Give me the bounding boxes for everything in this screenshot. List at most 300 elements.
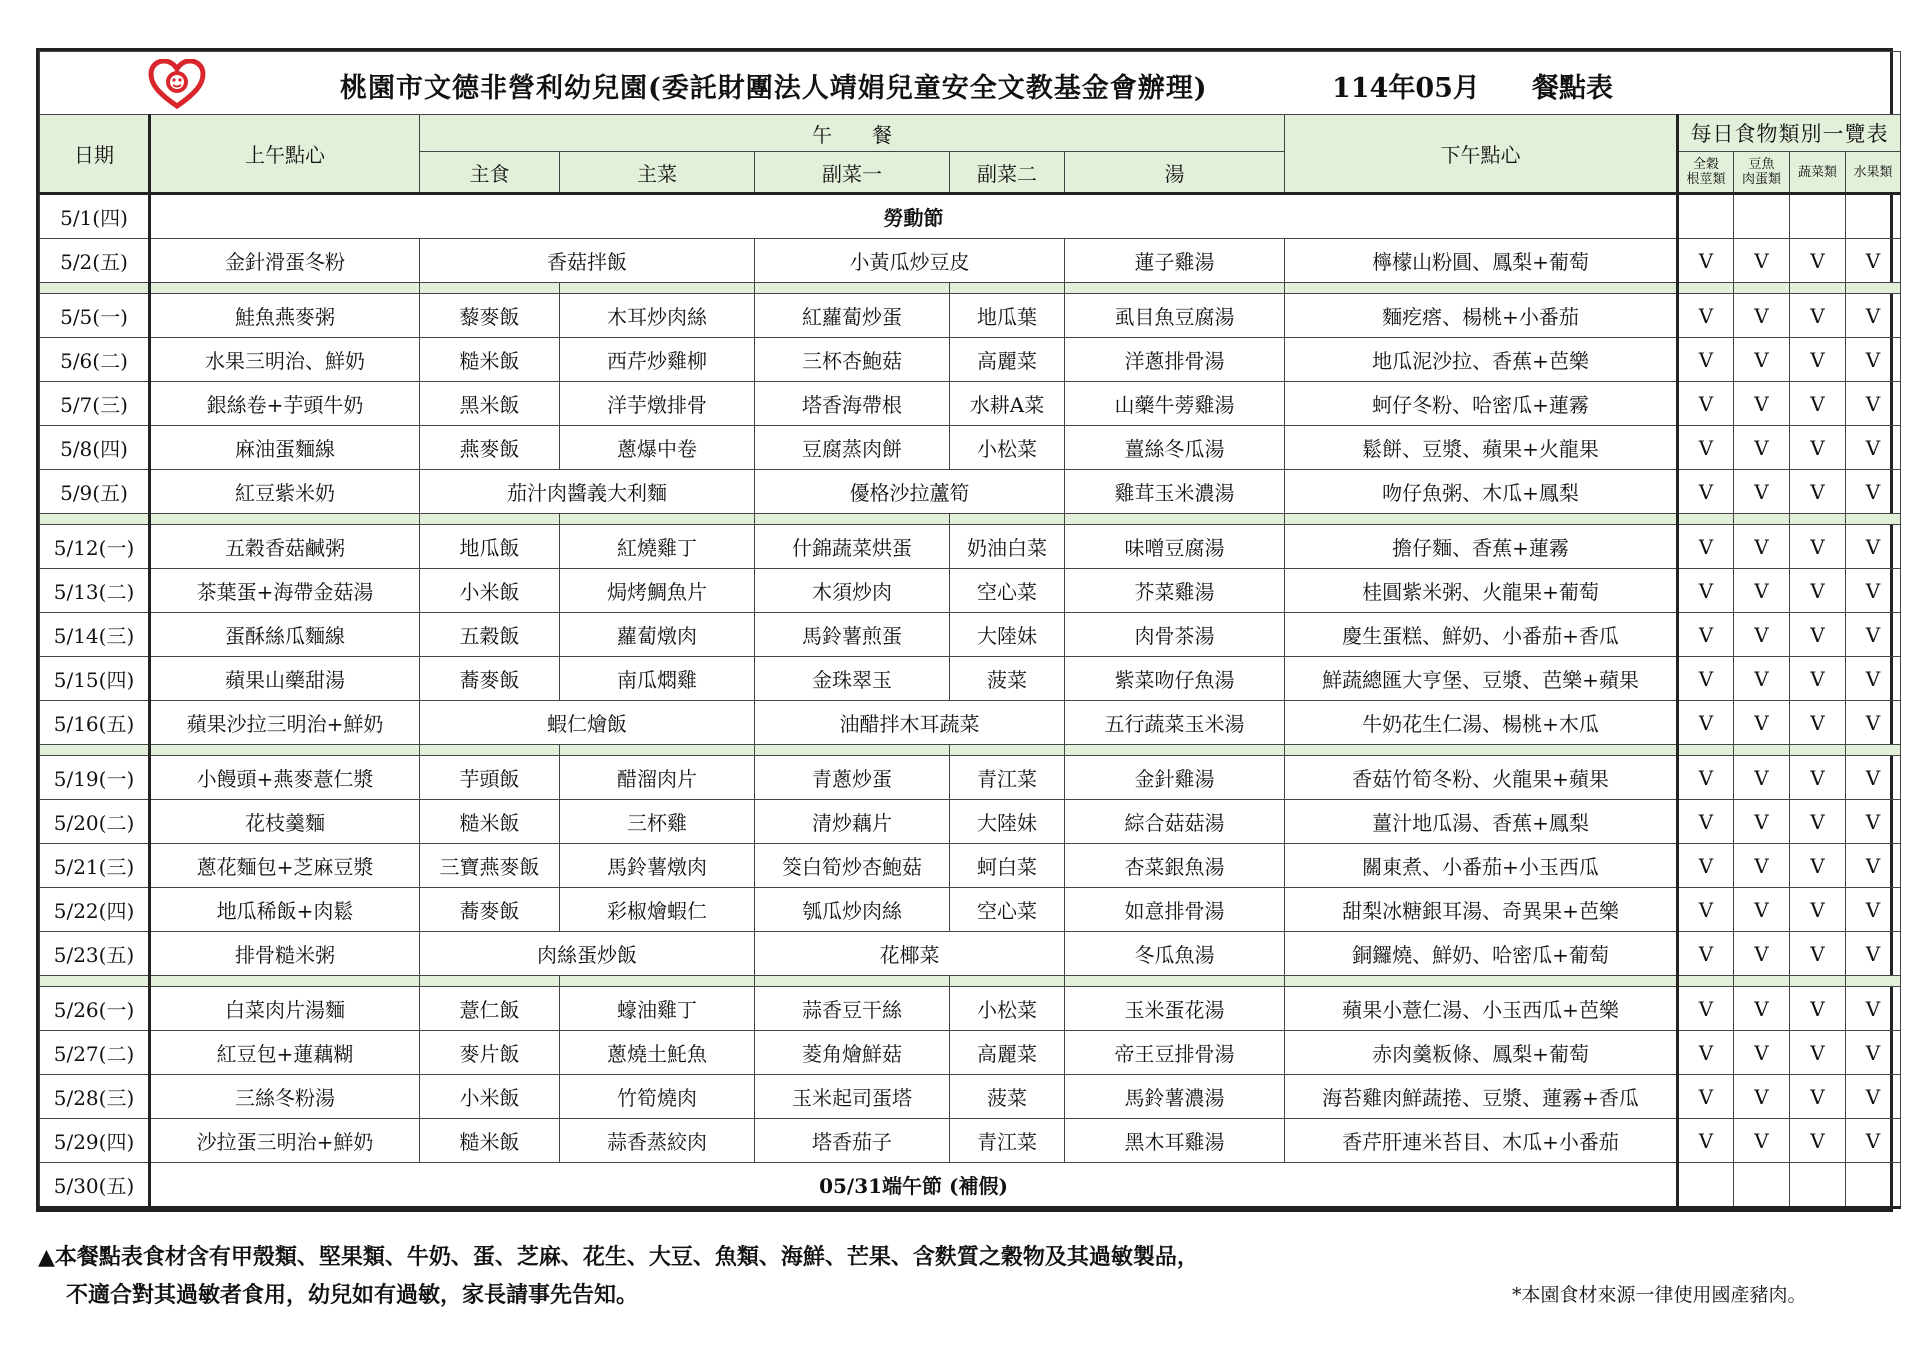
- lunch-main-cell: 蝦仁燴飯: [420, 701, 755, 745]
- side1-cell: 金珠翠玉: [755, 657, 950, 701]
- am-snack-cell: 地瓜稀飯+肉鬆: [150, 888, 420, 932]
- table-row: [40, 800, 1901, 844]
- staple-cell: 芋頭飯: [420, 756, 560, 800]
- am-snack-cell: 鮭魚燕麥粥: [150, 294, 420, 338]
- side1-cell: 馬鈴薯煎蛋: [755, 613, 950, 657]
- check-cell: V: [1734, 1119, 1790, 1163]
- separator-cell: [420, 514, 560, 525]
- separator-cell: [560, 514, 755, 525]
- date-cell: 5/29(四): [40, 1119, 150, 1163]
- am-snack-cell: 水果三明治、鮮奶: [150, 338, 420, 382]
- week-separator: [40, 745, 1901, 756]
- check-cell: V: [1846, 888, 1901, 932]
- separator-cell: [150, 976, 420, 987]
- side1-cell: 菱角燴鮮菇: [755, 1031, 950, 1075]
- separator-cell: [1790, 745, 1846, 756]
- separator-cell: [755, 283, 950, 294]
- side1-cell: 塔香茄子: [755, 1119, 950, 1163]
- pork-origin-note: *本園食材來源一律使用國產豬肉。: [1512, 1284, 1807, 1306]
- am-snack-cell: 蘋果沙拉三明治+鮮奶: [150, 701, 420, 745]
- col-am-snack: 上午點心: [150, 115, 420, 194]
- main-dish-cell: 紅燒雞丁: [560, 525, 755, 569]
- am-snack-cell: 排骨糙米粥: [150, 932, 420, 976]
- table-row: [40, 657, 1901, 701]
- check-cell: V: [1678, 239, 1734, 283]
- side2-cell: 奶油白菜: [950, 525, 1065, 569]
- check-cell: V: [1734, 932, 1790, 976]
- am-snack-cell: 紅豆紫米奶: [150, 470, 420, 514]
- separator-cell: [1734, 745, 1790, 756]
- col-daily-food: 每日食物類別一覽表: [1678, 115, 1901, 152]
- check-cell: V: [1790, 569, 1846, 613]
- side1-cell: 瓠瓜炒肉絲: [755, 888, 950, 932]
- main-dish-cell: 洋芋燉排骨: [560, 382, 755, 426]
- separator-cell: [1065, 745, 1285, 756]
- page-title: 桃園市文德非營利幼兒園(委託財團法人靖娟兒童安全文教基金會辦理): [340, 73, 1208, 104]
- soup-cell: 如意排骨湯: [1065, 888, 1285, 932]
- date-cell: 5/9(五): [40, 470, 150, 514]
- check-cell: V: [1790, 294, 1846, 338]
- check-cell: V: [1678, 525, 1734, 569]
- col-protein: 豆魚 肉蛋類: [1734, 152, 1790, 194]
- table-row: [40, 1163, 1901, 1208]
- check-cell: V: [1790, 338, 1846, 382]
- lunch-side-cell: 優格沙拉蘆筍: [755, 470, 1065, 514]
- soup-cell: 金針雞湯: [1065, 756, 1285, 800]
- side1-cell: 蒜香豆干絲: [755, 987, 950, 1031]
- soup-cell: 芥菜雞湯: [1065, 569, 1285, 613]
- soup-cell: 帝王豆排骨湯: [1065, 1031, 1285, 1075]
- main-dish-cell: 蔥爆中卷: [560, 426, 755, 470]
- side2-cell: 蚵白菜: [950, 844, 1065, 888]
- staple-cell: 糙米飯: [420, 338, 560, 382]
- check-cell: V: [1678, 844, 1734, 888]
- date-cell: 5/14(三): [40, 613, 150, 657]
- separator-cell: [150, 745, 420, 756]
- col-pm-snack: 下午點心: [1285, 115, 1678, 194]
- table-row: [40, 239, 1901, 283]
- check-cell: V: [1790, 1075, 1846, 1119]
- separator-cell: [420, 283, 560, 294]
- side2-cell: 菠菜: [950, 657, 1065, 701]
- staple-cell: 小米飯: [420, 569, 560, 613]
- check-cell: V: [1678, 657, 1734, 701]
- staple-cell: 蕎麥飯: [420, 657, 560, 701]
- separator-cell: [950, 976, 1065, 987]
- am-snack-cell: 金針滑蛋冬粉: [150, 239, 420, 283]
- table-row: [40, 613, 1901, 657]
- check-cell: V: [1678, 426, 1734, 470]
- soup-cell: 綜合菇菇湯: [1065, 800, 1285, 844]
- pm-snack-cell: 地瓜泥沙拉、香蕉+芭樂: [1285, 338, 1678, 382]
- side1-cell: 紅蘿蔔炒蛋: [755, 294, 950, 338]
- check-cell: [1846, 1163, 1901, 1208]
- side2-cell: 青江菜: [950, 1119, 1065, 1163]
- date-cell: 5/13(二): [40, 569, 150, 613]
- staple-cell: 糙米飯: [420, 1119, 560, 1163]
- am-snack-cell: 三絲冬粉湯: [150, 1075, 420, 1119]
- side2-cell: 青江菜: [950, 756, 1065, 800]
- check-cell: V: [1790, 888, 1846, 932]
- side1-cell: 木須炒肉: [755, 569, 950, 613]
- staple-cell: 三寶燕麥飯: [420, 844, 560, 888]
- separator-cell: [1846, 283, 1901, 294]
- check-cell: V: [1734, 239, 1790, 283]
- date-cell: 5/30(五): [40, 1163, 150, 1208]
- table-row: [40, 844, 1901, 888]
- am-snack-cell: 蘋果山藥甜湯: [150, 657, 420, 701]
- check-cell: [1734, 194, 1790, 239]
- separator-cell: [560, 283, 755, 294]
- pm-snack-cell: 甜梨冰糖銀耳湯、奇異果+芭樂: [1285, 888, 1678, 932]
- col-side1: 副菜一: [755, 152, 950, 194]
- check-cell: V: [1790, 239, 1846, 283]
- col-veg: 蔬菜類: [1790, 152, 1846, 194]
- check-cell: V: [1846, 1031, 1901, 1075]
- staple-cell: 藜麥飯: [420, 294, 560, 338]
- side2-cell: 小松菜: [950, 426, 1065, 470]
- allergen-notice: ▲本餐點表食材含有甲殼類、堅果類、牛奶、蛋、芝麻、花生、大豆、魚類、海鮮、芒果、含麩質之穀物及其過敏製品，: [38, 1244, 1199, 1270]
- date-cell: 5/8(四): [40, 426, 150, 470]
- separator-cell: [1678, 745, 1734, 756]
- soup-cell: 黑木耳雞湯: [1065, 1119, 1285, 1163]
- am-snack-cell: 麻油蛋麵線: [150, 426, 420, 470]
- check-cell: V: [1790, 1031, 1846, 1075]
- am-snack-cell: 小饅頭+燕麥薏仁漿: [150, 756, 420, 800]
- side2-cell: 菠菜: [950, 1075, 1065, 1119]
- check-cell: V: [1790, 756, 1846, 800]
- staple-cell: 糙米飯: [420, 800, 560, 844]
- check-cell: V: [1678, 756, 1734, 800]
- date-cell: 5/7(三): [40, 382, 150, 426]
- check-cell: V: [1734, 1075, 1790, 1119]
- col-side2: 副菜二: [950, 152, 1065, 194]
- date-cell: 5/23(五): [40, 932, 150, 976]
- separator-cell: [950, 745, 1065, 756]
- menu-body: [40, 194, 1901, 1208]
- check-cell: V: [1790, 657, 1846, 701]
- table-row: [40, 525, 1901, 569]
- staple-cell: 蕎麥飯: [420, 888, 560, 932]
- separator-cell: [40, 283, 150, 294]
- lunch-main-cell: 香菇拌飯: [420, 239, 755, 283]
- separator-cell: [1285, 976, 1678, 987]
- pm-snack-cell: 蚵仔冬粉、哈密瓜+蓮霧: [1285, 382, 1678, 426]
- check-cell: V: [1846, 844, 1901, 888]
- separator-cell: [420, 745, 560, 756]
- pm-snack-cell: 鬆餅、豆漿、蘋果+火龍果: [1285, 426, 1678, 470]
- check-cell: [1678, 1163, 1734, 1208]
- table-row: [40, 426, 1901, 470]
- check-cell: V: [1846, 426, 1901, 470]
- check-cell: V: [1734, 525, 1790, 569]
- main-dish-cell: 焗烤鯛魚片: [560, 569, 755, 613]
- holiday-cell: 05/31端午節 (補假): [150, 1163, 1678, 1208]
- pm-snack-cell: 麵疙瘩、楊桃+小番茄: [1285, 294, 1678, 338]
- check-cell: V: [1678, 701, 1734, 745]
- soup-cell: 肉骨茶湯: [1065, 613, 1285, 657]
- side2-cell: 地瓜葉: [950, 294, 1065, 338]
- separator-cell: [755, 514, 950, 525]
- date-cell: 5/20(二): [40, 800, 150, 844]
- check-cell: [1790, 1163, 1846, 1208]
- pm-snack-cell: 關東煮、小番茄+小玉西瓜: [1285, 844, 1678, 888]
- check-cell: V: [1846, 1119, 1901, 1163]
- table-row: [40, 569, 1901, 613]
- check-cell: [1734, 1163, 1790, 1208]
- separator-cell: [420, 976, 560, 987]
- lunch-side-cell: 花椰菜: [755, 932, 1065, 976]
- soup-cell: 杏菜銀魚湯: [1065, 844, 1285, 888]
- soup-cell: 玉米蛋花湯: [1065, 987, 1285, 1031]
- soup-cell: 山藥牛蒡雞湯: [1065, 382, 1285, 426]
- side1-cell: 玉米起司蛋塔: [755, 1075, 950, 1119]
- side1-cell: 豆腐蒸肉餅: [755, 426, 950, 470]
- check-cell: V: [1734, 1031, 1790, 1075]
- date-cell: 5/5(一): [40, 294, 150, 338]
- side1-cell: 筊白筍炒杏鮑菇: [755, 844, 950, 888]
- check-cell: V: [1734, 701, 1790, 745]
- check-cell: V: [1678, 1119, 1734, 1163]
- check-cell: V: [1678, 1075, 1734, 1119]
- check-cell: V: [1846, 525, 1901, 569]
- table-row: [40, 987, 1901, 1031]
- am-snack-cell: 銀絲卷+芋頭牛奶: [150, 382, 420, 426]
- am-snack-cell: 蛋酥絲瓜麵線: [150, 613, 420, 657]
- table-row: [40, 194, 1901, 239]
- pm-snack-cell: 銅鑼燒、鮮奶、哈密瓜+葡萄: [1285, 932, 1678, 976]
- check-cell: V: [1678, 1031, 1734, 1075]
- table-row: [40, 932, 1901, 976]
- check-cell: V: [1734, 382, 1790, 426]
- check-cell: V: [1790, 987, 1846, 1031]
- lunch-side-cell: 小黃瓜炒豆皮: [755, 239, 1065, 283]
- check-cell: V: [1734, 426, 1790, 470]
- check-cell: V: [1846, 987, 1901, 1031]
- separator-cell: [40, 514, 150, 525]
- side2-cell: 高麗菜: [950, 1031, 1065, 1075]
- date-cell: 5/15(四): [40, 657, 150, 701]
- side2-cell: 高麗菜: [950, 338, 1065, 382]
- am-snack-cell: 茶葉蛋+海帶金菇湯: [150, 569, 420, 613]
- table-row: [40, 382, 1901, 426]
- col-date: 日期: [40, 115, 150, 194]
- soup-cell: 虱目魚豆腐湯: [1065, 294, 1285, 338]
- pm-snack-cell: 赤肉羹粄條、鳳梨+葡萄: [1285, 1031, 1678, 1075]
- date-cell: 5/2(五): [40, 239, 150, 283]
- heart-logo-icon: [148, 59, 206, 109]
- check-cell: [1790, 194, 1846, 239]
- table-row: [40, 701, 1901, 745]
- main-dish-cell: 蘿蔔燉肉: [560, 613, 755, 657]
- check-cell: V: [1846, 701, 1901, 745]
- check-cell: V: [1790, 613, 1846, 657]
- check-cell: V: [1846, 800, 1901, 844]
- check-cell: V: [1734, 844, 1790, 888]
- allergen-notice-2: 不適合對其過敏者食用，幼兒如有過敏，家長請事先告知。: [66, 1282, 639, 1308]
- check-cell: V: [1846, 569, 1901, 613]
- soup-cell: 雞茸玉米濃湯: [1065, 470, 1285, 514]
- col-main-dish: 主菜: [560, 152, 755, 194]
- check-cell: V: [1846, 756, 1901, 800]
- side2-cell: 大陸妹: [950, 613, 1065, 657]
- check-cell: V: [1734, 338, 1790, 382]
- check-cell: V: [1734, 569, 1790, 613]
- date-cell: 5/19(一): [40, 756, 150, 800]
- separator-cell: [1065, 283, 1285, 294]
- check-cell: V: [1790, 525, 1846, 569]
- table-row: [40, 294, 1901, 338]
- check-cell: V: [1678, 932, 1734, 976]
- pm-snack-cell: 薑汁地瓜湯、香蕉+鳳梨: [1285, 800, 1678, 844]
- side1-cell: 三杯杏鮑菇: [755, 338, 950, 382]
- check-cell: V: [1678, 294, 1734, 338]
- soup-cell: 紫菜吻仔魚湯: [1065, 657, 1285, 701]
- check-cell: V: [1846, 657, 1901, 701]
- sheet-name: 餐點表: [1532, 73, 1613, 104]
- pm-snack-cell: 吻仔魚粥、木瓜+鳳梨: [1285, 470, 1678, 514]
- pm-snack-cell: 牛奶花生仁湯、楊桃+木瓜: [1285, 701, 1678, 745]
- col-grains: 全穀 根莖類: [1678, 152, 1734, 194]
- check-cell: V: [1734, 756, 1790, 800]
- check-cell: V: [1734, 800, 1790, 844]
- check-cell: V: [1790, 800, 1846, 844]
- check-cell: V: [1678, 613, 1734, 657]
- soup-cell: 五行蔬菜玉米湯: [1065, 701, 1285, 745]
- lunch-main-cell: 茄汁肉醬義大利麵: [420, 470, 755, 514]
- side1-cell: 塔香海帶根: [755, 382, 950, 426]
- staple-cell: 麥片飯: [420, 1031, 560, 1075]
- soup-cell: 馬鈴薯濃湯: [1065, 1075, 1285, 1119]
- separator-cell: [1065, 976, 1285, 987]
- separator-cell: [40, 976, 150, 987]
- pm-snack-cell: 香菇竹筍冬粉、火龍果+蘋果: [1285, 756, 1678, 800]
- table-row: [40, 470, 1901, 514]
- separator-cell: [560, 745, 755, 756]
- staple-cell: 小米飯: [420, 1075, 560, 1119]
- week-separator: [40, 976, 1901, 987]
- main-dish-cell: 彩椒燴蝦仁: [560, 888, 755, 932]
- menu-sheet: [36, 48, 1893, 1212]
- separator-cell: [1285, 514, 1678, 525]
- check-cell: V: [1734, 888, 1790, 932]
- date-cell: 5/27(二): [40, 1031, 150, 1075]
- check-cell: V: [1678, 338, 1734, 382]
- side2-cell: 水耕A菜: [950, 382, 1065, 426]
- separator-cell: [950, 283, 1065, 294]
- check-cell: V: [1790, 1119, 1846, 1163]
- pm-snack-cell: 香芹肝連米苔目、木瓜+小番茄: [1285, 1119, 1678, 1163]
- main-dish-cell: 竹筍燒肉: [560, 1075, 755, 1119]
- check-cell: V: [1678, 470, 1734, 514]
- table-row: [40, 338, 1901, 382]
- menu-table: [39, 51, 1901, 1209]
- separator-cell: [1790, 976, 1846, 987]
- check-cell: V: [1790, 844, 1846, 888]
- pm-snack-cell: 檸檬山粉圓、鳳梨+葡萄: [1285, 239, 1678, 283]
- staple-cell: 燕麥飯: [420, 426, 560, 470]
- table-row: [40, 756, 1901, 800]
- separator-cell: [1285, 745, 1678, 756]
- week-separator: [40, 514, 1901, 525]
- check-cell: V: [1846, 382, 1901, 426]
- side2-cell: 小松菜: [950, 987, 1065, 1031]
- pm-snack-cell: 擔仔麵、香蕉+蓮霧: [1285, 525, 1678, 569]
- staple-cell: 薏仁飯: [420, 987, 560, 1031]
- check-cell: V: [1734, 613, 1790, 657]
- check-cell: V: [1734, 294, 1790, 338]
- check-cell: V: [1790, 382, 1846, 426]
- soup-cell: 冬瓜魚湯: [1065, 932, 1285, 976]
- side2-cell: 空心菜: [950, 888, 1065, 932]
- date-cell: 5/22(四): [40, 888, 150, 932]
- date-cell: 5/6(二): [40, 338, 150, 382]
- separator-cell: [1285, 283, 1678, 294]
- separator-cell: [755, 745, 950, 756]
- soup-cell: 洋蔥排骨湯: [1065, 338, 1285, 382]
- side1-cell: 什錦蔬菜烘蛋: [755, 525, 950, 569]
- am-snack-cell: 沙拉蛋三明治+鮮奶: [150, 1119, 420, 1163]
- main-dish-cell: 蠔油雞丁: [560, 987, 755, 1031]
- check-cell: V: [1790, 426, 1846, 470]
- col-lunch: 午 餐: [420, 115, 1285, 152]
- separator-cell: [1790, 514, 1846, 525]
- pm-snack-cell: 海苔雞肉鮮蔬捲、豆漿、蓮霧+香瓜: [1285, 1075, 1678, 1119]
- year-month: 114年05月: [1332, 73, 1480, 104]
- separator-cell: [1678, 976, 1734, 987]
- main-dish-cell: 西芹炒雞柳: [560, 338, 755, 382]
- side1-cell: 青蔥炒蛋: [755, 756, 950, 800]
- side2-cell: 大陸妹: [950, 800, 1065, 844]
- date-cell: 5/26(一): [40, 987, 150, 1031]
- am-snack-cell: 五穀香菇鹹粥: [150, 525, 420, 569]
- separator-cell: [950, 514, 1065, 525]
- check-cell: V: [1790, 470, 1846, 514]
- check-cell: V: [1734, 657, 1790, 701]
- main-dish-cell: 馬鈴薯燉肉: [560, 844, 755, 888]
- separator-cell: [1846, 514, 1901, 525]
- staple-cell: 黑米飯: [420, 382, 560, 426]
- check-cell: V: [1846, 470, 1901, 514]
- main-dish-cell: 三杯雞: [560, 800, 755, 844]
- staple-cell: 五穀飯: [420, 613, 560, 657]
- table-row: [40, 888, 1901, 932]
- separator-cell: [1734, 514, 1790, 525]
- side2-cell: 空心菜: [950, 569, 1065, 613]
- check-cell: V: [1678, 987, 1734, 1031]
- separator-cell: [560, 976, 755, 987]
- check-cell: V: [1678, 888, 1734, 932]
- date-cell: 5/21(三): [40, 844, 150, 888]
- separator-cell: [40, 745, 150, 756]
- table-row: [40, 1075, 1901, 1119]
- am-snack-cell: 白菜肉片湯麵: [150, 987, 420, 1031]
- week-separator: [40, 283, 1901, 294]
- date-cell: 5/12(一): [40, 525, 150, 569]
- am-snack-cell: 紅豆包+蓮藕糊: [150, 1031, 420, 1075]
- separator-cell: [1678, 283, 1734, 294]
- separator-cell: [1734, 976, 1790, 987]
- check-cell: V: [1678, 569, 1734, 613]
- col-staple: 主食: [420, 152, 560, 194]
- check-cell: V: [1846, 338, 1901, 382]
- main-dish-cell: 蔥燒土魠魚: [560, 1031, 755, 1075]
- check-cell: V: [1734, 470, 1790, 514]
- col-soup: 湯: [1065, 152, 1285, 194]
- am-snack-cell: 蔥花麵包+芝麻豆漿: [150, 844, 420, 888]
- pm-snack-cell: 慶生蛋糕、鮮奶、小番茄+香瓜: [1285, 613, 1678, 657]
- check-cell: [1678, 194, 1734, 239]
